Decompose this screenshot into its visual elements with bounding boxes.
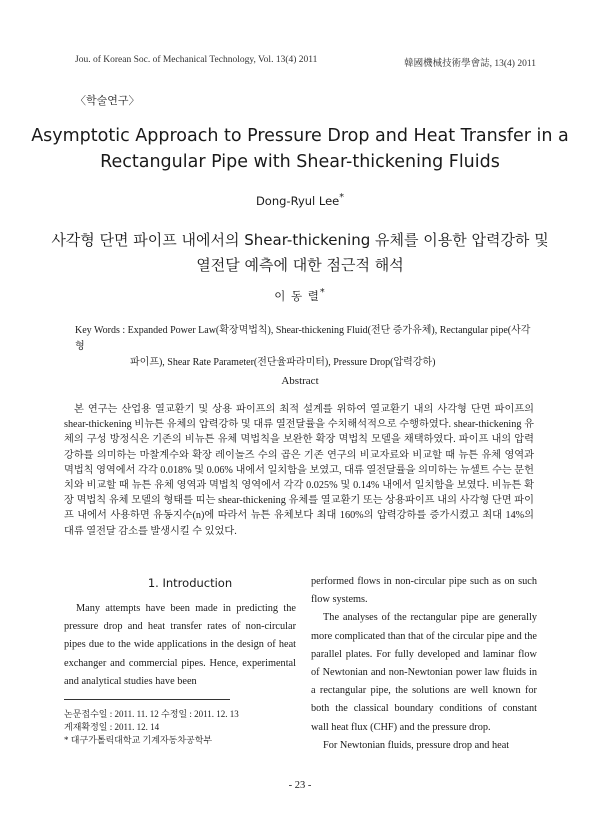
english-title: [0, 123, 600, 175]
english-author-name: Dong-Ryul Lee: [255, 193, 340, 208]
section-heading-introduction: 1. Introduction: [147, 576, 233, 590]
abstract-body: [64, 402, 534, 539]
footnote-accepted: 게재확정일 : 2011. 12. 14: [64, 722, 160, 732]
english-title-line-2: Rectangular Pipe with Shear-thickening Fluids: [100, 152, 500, 172]
journal-header-right: 韓國機械技術學會誌, 13(4) 2011: [404, 59, 536, 69]
abstract-heading: Abstract: [281, 375, 319, 387]
korean-author: [0, 287, 600, 304]
intro-paragraph-continued: performed flows in non-circular pipe such as on such flow systems.: [311, 576, 537, 606]
korean-author-name: 이 동 렬: [274, 288, 320, 303]
english-author: [0, 192, 600, 208]
korean-title-line-1: 사각형 단면 파이프 내에서의 Shear-thickening 유체를 이용한 압력강하 및: [51, 231, 549, 249]
author-affiliation-mark: *: [339, 192, 345, 203]
keywords-block: [75, 323, 535, 371]
korean-author-affiliation-mark: *: [319, 287, 326, 298]
intro-paragraph-3: For Newtonian fluids, pressure drop and heat: [323, 739, 510, 751]
abstract-paragraph: 본 연구는 산업용 열교환기 및 상용 파이프의 최적 설계를 위하여 열교환기 내의 사각형 단면 파이프의 shear-thickening 비뉴튼 유체의 압력강하 및 대류 열전달률을 수치해석적으로 수행하였다. shear-thickening 유체의 구성 방정식은 기존의 비뉴튼 유체 멱법칙을 보완한 확장 멱법칙 모델을 채택하였다. 파이프 내의 압력강하를 의미하는 마찰계수와 확장 레이놀즈 수의 곱은 기존 연구의 비교자료와 비교할 때 뉴튼 유체 영역과 멱법칙 영역에서 각각 0.018% 및 0.06% 내에서 일치함을 보였고, 대류 열전달률을 의미하는 뉴셀트 수는 문헌치와 비교할 때 뉴튼 유체 영역과 멱법칙 영역에서 각각 0.025% 및 0.14% 내에서 일치함을 보였다. 비뉴튼 확장 멱법칙 유체 모델의 형태를 띠는 shear-thickening 유체를 열교환기 또는 상용파이프 내의 사각형 단면 파이프 내에서 사용하면 유동지수(n)에 따라서 뉴튼 유체보다 최대 160%의 압력강하를 증가시켰고 최대 14%의 대류 열전달 감소를 발생시킬 수 있었다.: [64, 404, 534, 537]
keywords-line-2: 파이프), Shear Rate Parameter(전단율파라미터), Pressure Drop(압력강하): [130, 357, 436, 368]
category-tag: 〈학술연구〉: [75, 94, 140, 107]
journal-header-left: Jou. of Korean Soc. of Mechanical Technology, Vol. 13(4) 2011: [75, 55, 318, 65]
footnote-received-revised: 논문접수일 : 2011. 11. 12 수정일 : 2011. 12. 13: [64, 709, 239, 719]
footnote-divider: [64, 699, 230, 700]
english-title-line-1: Asymptotic Approach to Pressure Drop and Heat Transfer in a: [31, 126, 569, 146]
right-column: [311, 573, 537, 755]
keywords-line-1: Expanded Power Law(확장멱법칙), Shear-thickening Fluid(전단 증가유체), Rectangular pipe(사각형: [75, 325, 531, 352]
intro-paragraph-1: Many attempts have been made in predicting the pressure drop and heat transfer rates of non-circular pipes due to the wide applications in the design of heat exchanger and commercial pipes. Hence, experimental and analytical studies have been: [64, 603, 296, 687]
keywords-label: Key Words :: [75, 325, 128, 336]
left-column: [64, 600, 296, 691]
footnote-affiliation: * 대구가톨릭대학교 기계자동차공학부: [64, 735, 213, 745]
intro-paragraph-2: The analyses of the rectangular pipe are generally more complicated than that of the circular pipe and the parallel plates. For fully developed and laminar flow of Newtonian and non-Newtonian power law fluids in a rectangular pipe, the solutions are well known for both the classical boundary conditions of constant wall heat flux (CHF) and the pressure drop.: [311, 612, 537, 733]
korean-title-line-2: 열전달 예측에 대한 점근적 해석: [196, 256, 404, 274]
korean-title: [0, 228, 600, 278]
page-number: - 23 -: [288, 780, 312, 791]
